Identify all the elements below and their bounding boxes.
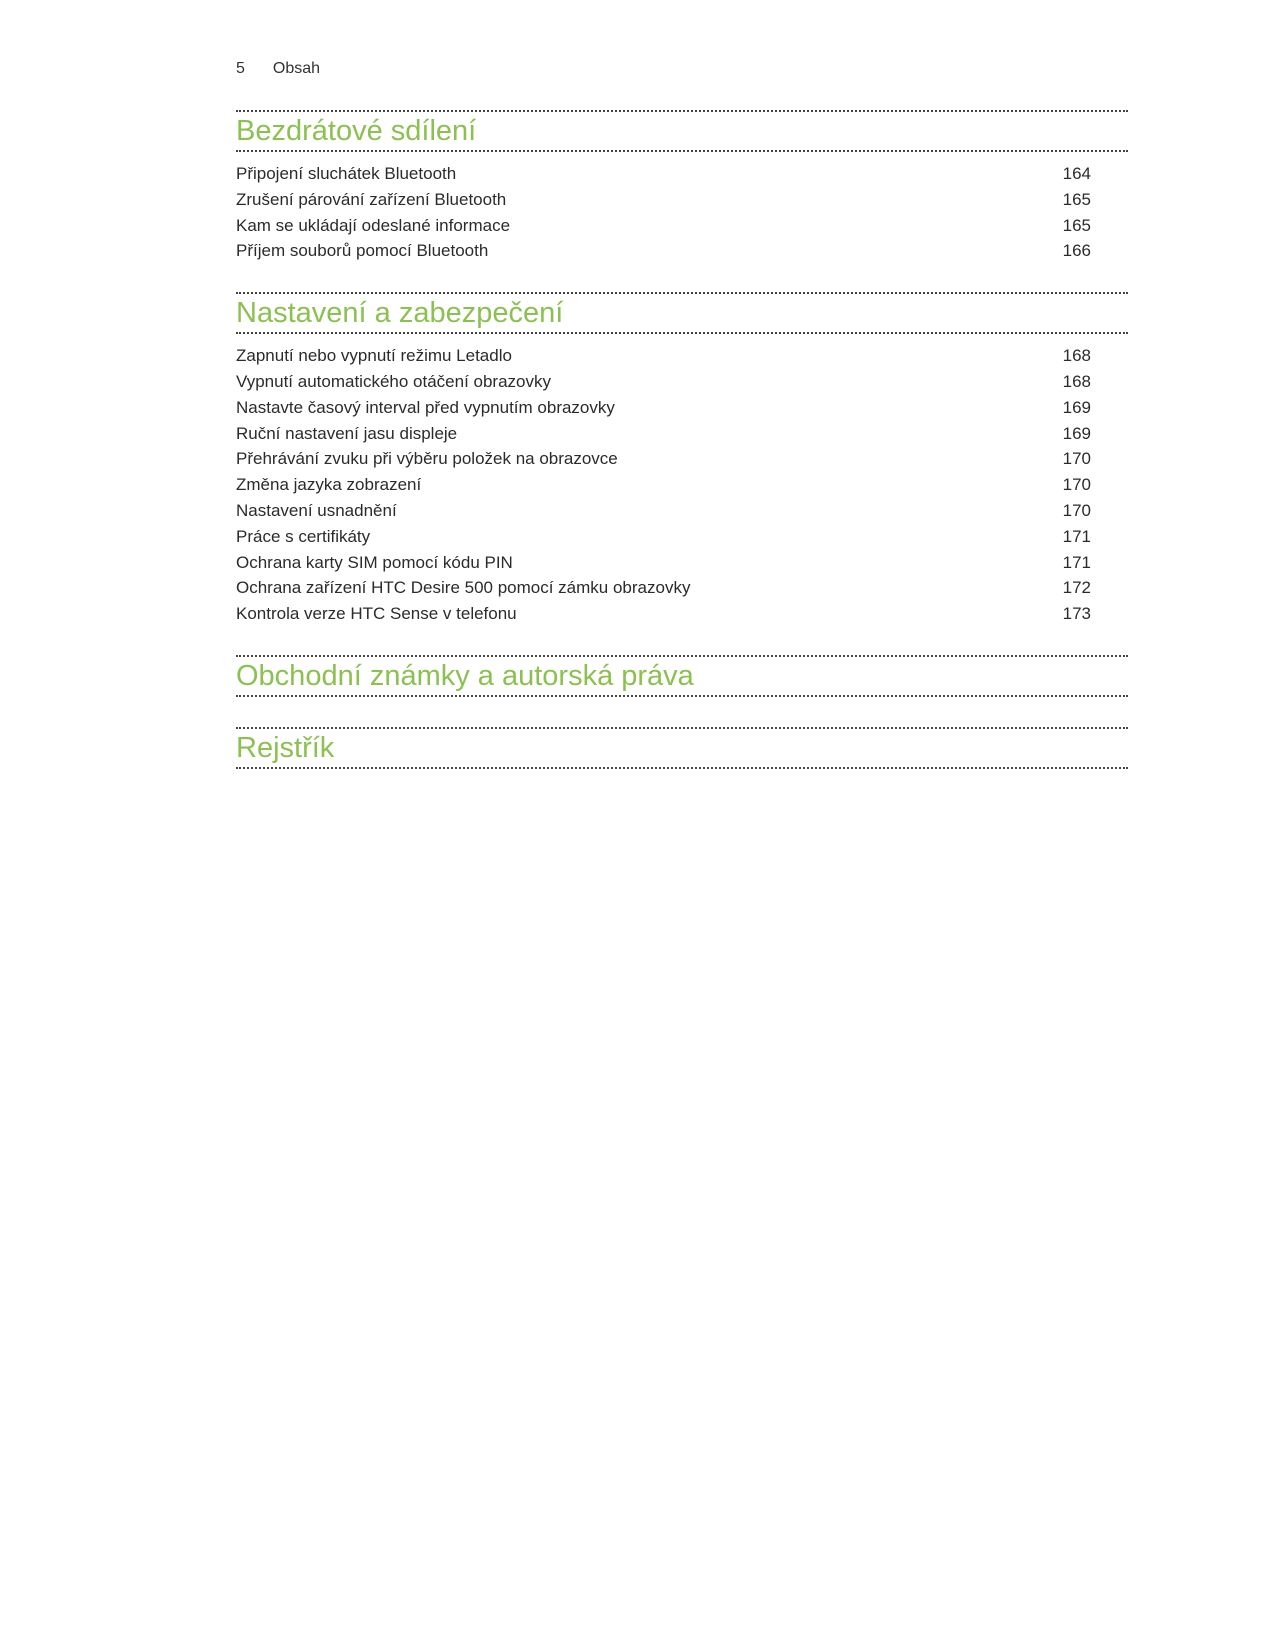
entry-page: 165 — [1062, 215, 1091, 235]
toc-entry[interactable] — [236, 238, 1128, 264]
entry-label: Příjem souborů pomocí Bluetooth — [236, 241, 489, 261]
toc-section-index — [236, 727, 1128, 769]
toc-entry[interactable] — [236, 575, 1128, 601]
entry-label: Ruční nastavení jasu displeje — [236, 423, 458, 443]
entry-page: 171 — [1062, 526, 1091, 546]
toc-entry[interactable] — [236, 213, 1128, 239]
entry-label: Kontrola verze HTC Sense v telefonu — [236, 604, 517, 624]
entry-label: Přehrávání zvuku při výběru položek na obrazovce — [236, 449, 618, 469]
entry-page: 172 — [1062, 578, 1091, 598]
entry-label: Zrušení párování zařízení Bluetooth — [236, 189, 507, 209]
entry-page: 173 — [1062, 604, 1091, 624]
toc-entry[interactable] — [236, 524, 1128, 550]
page-header — [236, 60, 320, 78]
section-title[interactable]: Obchodní známky a autorská práva — [236, 655, 1128, 697]
section-title[interactable]: Nastavení a zabezpečení — [236, 292, 1128, 334]
entry-label: Práce s certifikáty — [236, 526, 371, 546]
toc-entry[interactable] — [236, 161, 1128, 187]
entry-page: 169 — [1062, 423, 1091, 443]
entry-label: Nastavte časový interval před vypnutím obrazovky — [236, 397, 615, 417]
toc-entry[interactable] — [236, 421, 1128, 447]
entry-list — [236, 161, 1128, 264]
entry-page: 164 — [1062, 164, 1091, 183]
entry-page: 170 — [1062, 449, 1091, 469]
table-of-contents — [236, 110, 1128, 799]
entry-label: Vypnutí automatického otáčení obrazovky — [236, 371, 551, 391]
toc-section-settings-security — [236, 292, 1128, 627]
toc-section-trademarks — [236, 655, 1128, 697]
toc-entry[interactable] — [236, 343, 1128, 369]
toc-entry[interactable] — [236, 369, 1128, 395]
entry-label: Připojení sluchátek Bluetooth — [236, 164, 457, 183]
entry-page: 170 — [1062, 475, 1091, 495]
entry-label: Zapnutí nebo vypnutí režimu Letadlo — [236, 346, 512, 366]
toc-entry[interactable] — [236, 550, 1128, 576]
page-number: 5 — [236, 60, 245, 77]
chapter-name: Obsah — [272, 60, 321, 77]
toc-entry[interactable] — [236, 601, 1128, 627]
toc-entry[interactable] — [236, 187, 1128, 213]
entry-label: Ochrana karty SIM pomocí kódu PIN — [236, 552, 513, 572]
entry-label: Ochrana zařízení HTC Desire 500 pomocí zámku obrazovky — [236, 578, 691, 598]
entry-page: 168 — [1062, 371, 1091, 391]
entry-label: Nastavení usnadnění — [236, 500, 397, 520]
section-title[interactable]: Bezdrátové sdílení — [236, 110, 1128, 152]
toc-entry[interactable] — [236, 472, 1128, 498]
entry-page: 171 — [1062, 552, 1091, 572]
entry-list — [236, 343, 1128, 627]
toc-section-wireless-sharing — [236, 110, 1128, 264]
toc-entry[interactable] — [236, 395, 1128, 421]
entry-page: 168 — [1062, 346, 1091, 366]
section-title[interactable]: Rejstřík — [236, 727, 1128, 769]
entry-page: 169 — [1062, 397, 1091, 417]
entry-page: 166 — [1062, 241, 1091, 261]
entry-page: 165 — [1062, 189, 1091, 209]
entry-label: Kam se ukládají odeslané informace — [236, 215, 511, 235]
toc-entry[interactable] — [236, 446, 1128, 472]
entry-page: 170 — [1062, 500, 1091, 520]
entry-label: Změna jazyka zobrazení — [236, 475, 422, 495]
toc-entry[interactable] — [236, 498, 1128, 524]
